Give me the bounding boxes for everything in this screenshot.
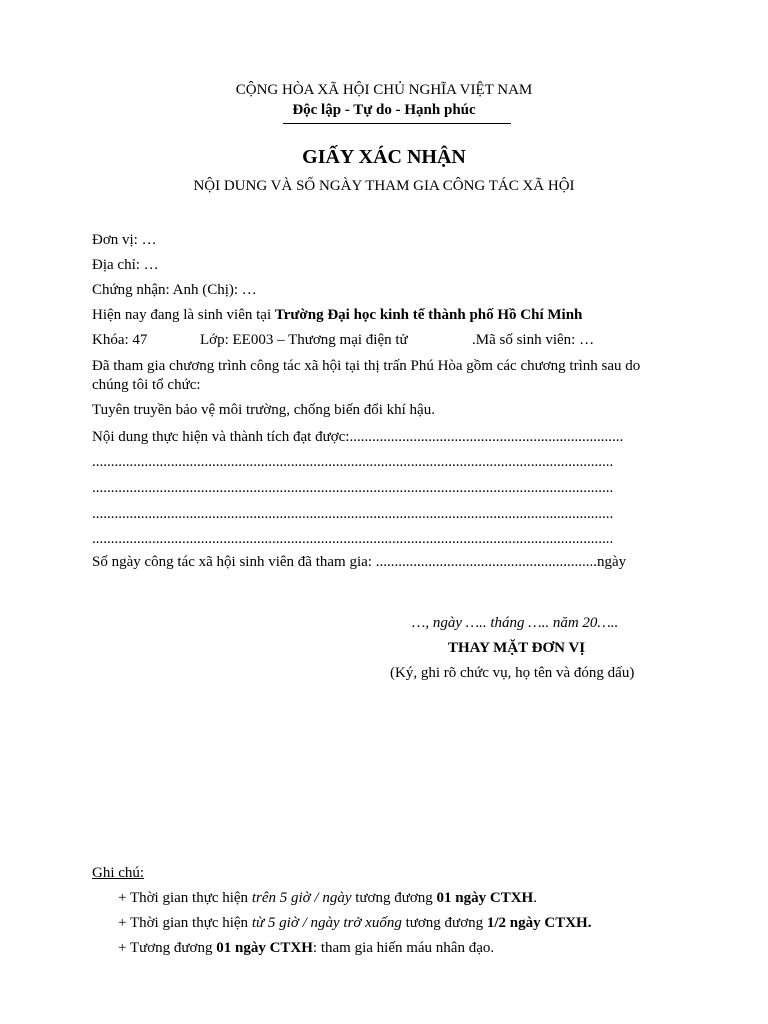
note-3-bold: 01 ngày CTXH bbox=[216, 940, 313, 956]
note-item-2 bbox=[118, 914, 591, 932]
field-lop: Lớp: EE003 – Thương mại điện tử bbox=[200, 332, 408, 348]
field-hien-nay bbox=[92, 306, 582, 324]
note-3-text: + Tương đương bbox=[118, 940, 217, 956]
note-1-text: + Thời gian thực hiện bbox=[118, 890, 252, 906]
field-dia-chi: Địa chỉ: … bbox=[92, 257, 159, 273]
notes-label: Ghi chú: bbox=[92, 865, 145, 881]
field-hien-nay-prefix: Hiện nay đang là sinh viên tại bbox=[92, 307, 275, 323]
note-1-italic: trên 5 giờ / ngày bbox=[251, 890, 352, 906]
note-2-italic: từ 5 giờ / ngày trở xuống bbox=[251, 915, 402, 931]
note-1-text-2: tương đương bbox=[351, 890, 437, 906]
field-ma-so: .Mã số sinh viên: … bbox=[472, 332, 595, 348]
field-so-ngay: Số ngày công tác xã hội sinh viên đã tham gia: ...........................................................ngày bbox=[92, 554, 627, 570]
field-don-vi: Đơn vị: … bbox=[92, 232, 157, 248]
signature-date-line: …, ngày ….. tháng ….. năm 20….. bbox=[412, 615, 619, 631]
field-tham-gia-line2: chúng tôi tổ chức: bbox=[92, 377, 201, 393]
motto: Độc lập - Tự do - Hạnh phúc bbox=[292, 102, 476, 118]
dotted-line: ........................................................................................................................................... bbox=[92, 531, 614, 547]
dotted-line: ........................................................................................................................................... bbox=[92, 480, 614, 496]
field-tham-gia-line1: Đã tham gia chương trình công tác xã hội tại thị trấn Phú Hòa gồm các chương trình sau do bbox=[92, 358, 641, 374]
field-khoa: Khóa: 47 bbox=[92, 332, 148, 348]
field-chuong-trinh: Tuyên truyền bảo vệ môi trường, chống biến đổi khí hậu. bbox=[92, 402, 435, 418]
note-2-bold: 1/2 ngày CTXH. bbox=[486, 915, 592, 931]
field-chung-nhan: Chứng nhận: Anh (Chị): … bbox=[92, 282, 257, 298]
country-header: CỘNG HÒA XÃ HỘI CHỦ NGHĨA VIỆT NAM bbox=[235, 82, 533, 98]
signature-instruction: (Ký, ghi rõ chức vụ, họ tên và đóng dấu) bbox=[390, 665, 635, 681]
document-title: GIẤY XÁC NHẬN bbox=[302, 146, 466, 168]
field-noi-dung: Nội dung thực hiện và thành tích đạt được:......................................................................... bbox=[92, 429, 624, 445]
dotted-line: ........................................................................................................................................... bbox=[92, 454, 614, 470]
note-2-text: + Thời gian thực hiện bbox=[118, 915, 252, 931]
motto-underline bbox=[283, 123, 511, 124]
field-truong: Trường Đại học kinh tế thành phố Hồ Chí Minh bbox=[274, 307, 583, 323]
note-2-text-2: tương đương bbox=[401, 915, 487, 931]
signature-representative: THAY MẶT ĐƠN VỊ bbox=[448, 640, 586, 656]
note-1-bold: 01 ngày CTXH bbox=[436, 890, 534, 906]
note-1-end: . bbox=[533, 890, 537, 906]
note-item-3 bbox=[118, 939, 494, 957]
dotted-line: ........................................................................................................................................... bbox=[92, 506, 614, 522]
document-subtitle: NỘI DUNG VÀ SỐ NGÀY THAM GIA CÔNG TÁC XÃ HỘI bbox=[193, 178, 575, 194]
note-item-1 bbox=[118, 889, 537, 907]
note-3-text-2: : tham gia hiến máu nhân đạo. bbox=[312, 940, 495, 956]
